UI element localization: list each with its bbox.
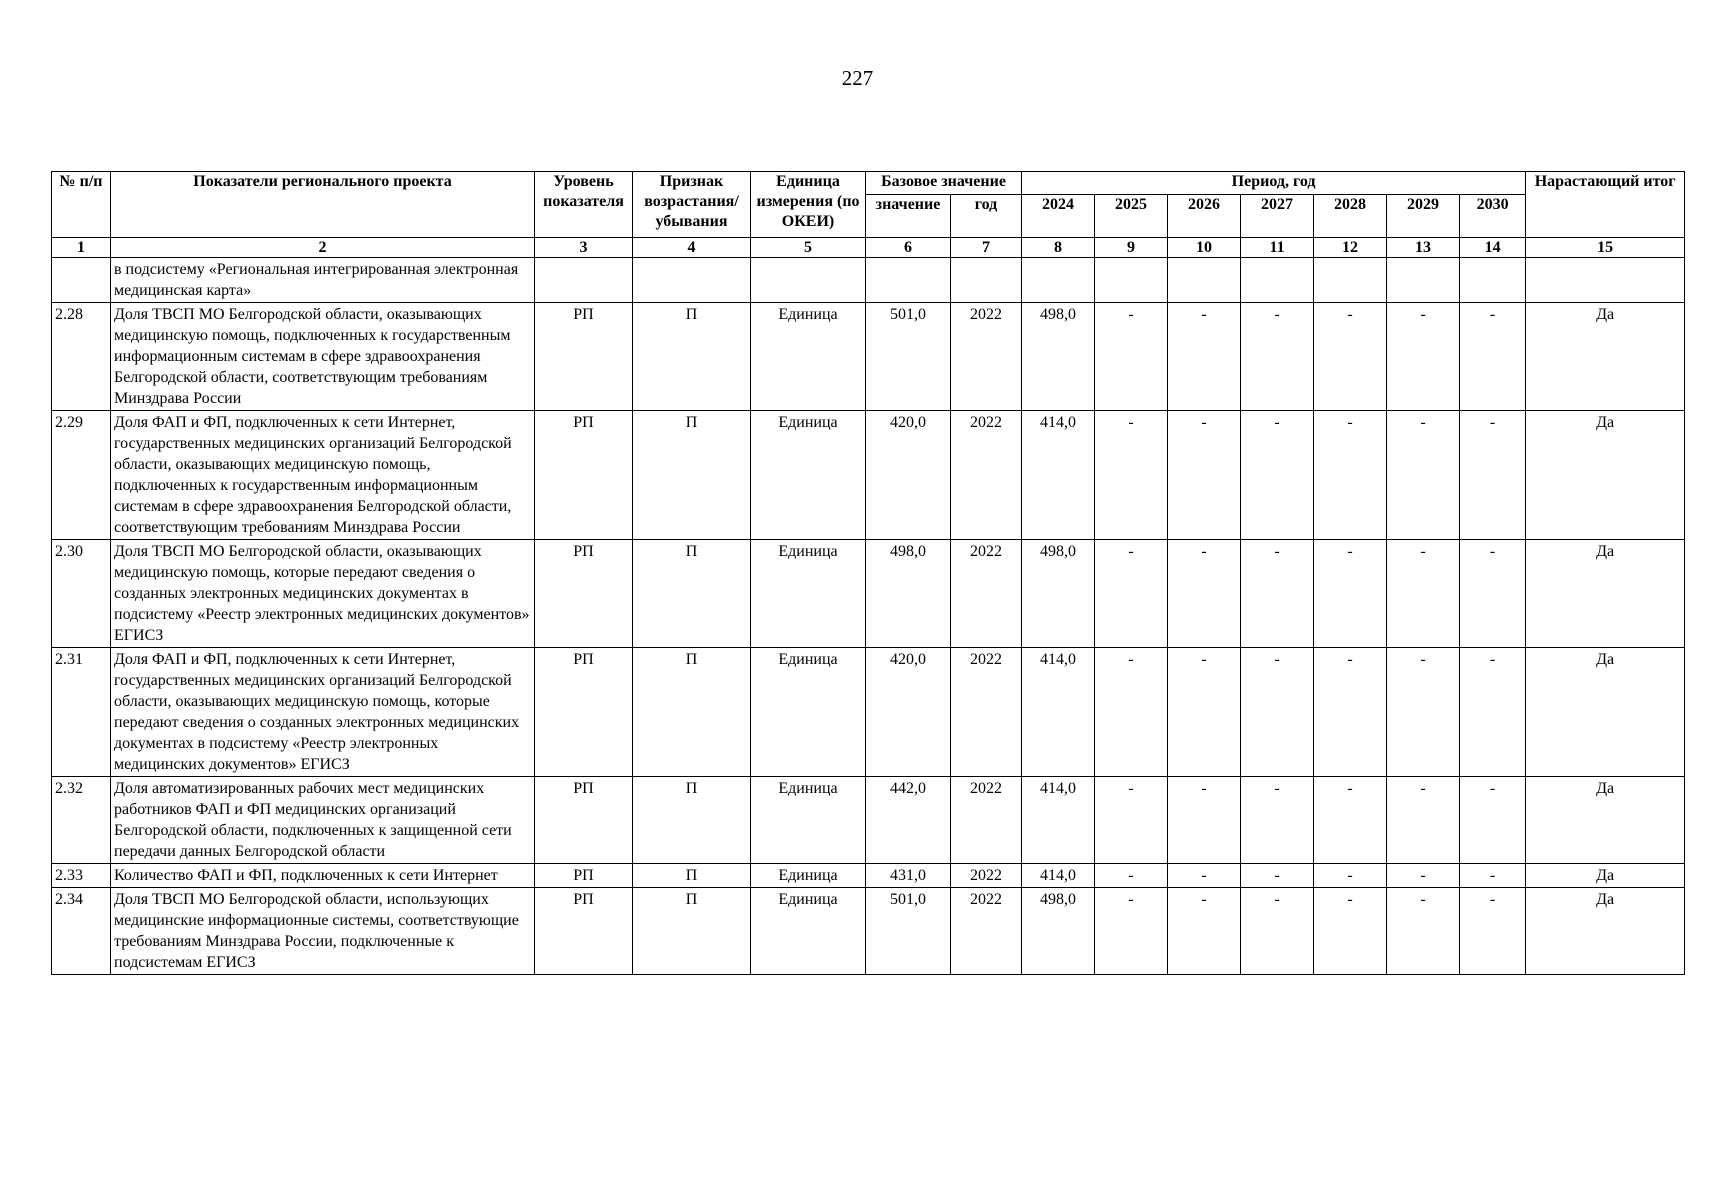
indicator-sign: П bbox=[633, 648, 751, 777]
header-year: 2026 bbox=[1168, 195, 1241, 238]
table-cell bbox=[951, 258, 1022, 303]
base-value: 420,0 bbox=[866, 648, 951, 777]
indicator-level: РП bbox=[535, 648, 633, 777]
base-value: 442,0 bbox=[866, 777, 951, 864]
indicator-level: РП bbox=[535, 411, 633, 540]
header-base-year: год bbox=[951, 195, 1022, 238]
table-cell bbox=[866, 258, 951, 303]
indicator-name: Доля ТВСП МО Белгородской области, оказывающих медицинскую помощь, подключенных к государственным информационным системам в сфере здравоохранения Белгородской области, соответствующим требованиям Минздрава России bbox=[111, 303, 535, 411]
indicator-sign: П bbox=[633, 303, 751, 411]
base-value: 431,0 bbox=[866, 864, 951, 888]
indicator-sign: П bbox=[633, 411, 751, 540]
continuation-row bbox=[52, 258, 1685, 303]
header-indicator: Показатели регионального проекта bbox=[111, 172, 535, 238]
table-row bbox=[52, 888, 1685, 975]
indicator-unit: Единица bbox=[751, 888, 866, 975]
period-value: 414,0 bbox=[1022, 864, 1095, 888]
row-number: 2.33 bbox=[52, 864, 111, 888]
period-value: - bbox=[1241, 411, 1314, 540]
indicator-sign: П bbox=[633, 777, 751, 864]
base-year: 2022 bbox=[951, 411, 1022, 540]
base-year: 2022 bbox=[951, 540, 1022, 648]
period-value: - bbox=[1095, 888, 1168, 975]
table-row bbox=[52, 777, 1685, 864]
header-base: Базовое значение bbox=[866, 172, 1022, 195]
period-value: - bbox=[1168, 540, 1241, 648]
period-value: - bbox=[1241, 648, 1314, 777]
row-number: 2.30 bbox=[52, 540, 111, 648]
period-value: - bbox=[1168, 864, 1241, 888]
column-number: 14 bbox=[1460, 238, 1526, 258]
column-number: 9 bbox=[1095, 238, 1168, 258]
column-number: 5 bbox=[751, 238, 866, 258]
period-value: - bbox=[1387, 411, 1460, 540]
column-numbers-row bbox=[52, 238, 1685, 258]
cumulative-value: Да bbox=[1526, 648, 1685, 777]
header-cumulative: Нарастающий итог bbox=[1526, 172, 1685, 238]
indicator-sign: П bbox=[633, 888, 751, 975]
table-cell bbox=[1387, 258, 1460, 303]
column-number: 6 bbox=[866, 238, 951, 258]
indicator-name: Доля автоматизированных рабочих мест медицинских работников ФАП и ФП медицинских организаций Белгородской области, подключенных к защищенной сети передачи данных Белгородской области bbox=[111, 777, 535, 864]
table-cell bbox=[1095, 258, 1168, 303]
period-value: 414,0 bbox=[1022, 777, 1095, 864]
period-value: - bbox=[1095, 411, 1168, 540]
table-cell bbox=[1314, 258, 1387, 303]
period-value: - bbox=[1460, 411, 1526, 540]
table-cell bbox=[535, 258, 633, 303]
table-cell bbox=[633, 258, 751, 303]
period-value: - bbox=[1095, 777, 1168, 864]
indicators-table bbox=[51, 171, 1685, 975]
base-value: 498,0 bbox=[866, 540, 951, 648]
column-number: 15 bbox=[1526, 238, 1685, 258]
cumulative-value: Да bbox=[1526, 540, 1685, 648]
indicator-level: РП bbox=[535, 777, 633, 864]
indicator-unit: Единица bbox=[751, 777, 866, 864]
period-value: - bbox=[1168, 777, 1241, 864]
header-num: № п/п bbox=[52, 172, 111, 238]
table-row bbox=[52, 540, 1685, 648]
base-year: 2022 bbox=[951, 888, 1022, 975]
period-value: - bbox=[1314, 864, 1387, 888]
period-value: - bbox=[1460, 888, 1526, 975]
period-value: 414,0 bbox=[1022, 648, 1095, 777]
indicator-unit: Единица bbox=[751, 864, 866, 888]
cumulative-value: Да bbox=[1526, 777, 1685, 864]
period-value: 414,0 bbox=[1022, 411, 1095, 540]
table-cell bbox=[1460, 258, 1526, 303]
base-value: 501,0 bbox=[866, 888, 951, 975]
header-year: 2029 bbox=[1387, 195, 1460, 238]
period-value: - bbox=[1387, 648, 1460, 777]
header-period: Период, год bbox=[1022, 172, 1526, 195]
base-value: 501,0 bbox=[866, 303, 951, 411]
indicator-name: Доля ФАП и ФП, подключенных к сети Интернет, государственных медицинских организаций Белгородской области, оказывающих медицинскую помощь, которые передают сведения о созданных электронных медицинских документах в подсистему «Реестр электронных медицинских документов» ЕГИСЗ bbox=[111, 648, 535, 777]
indicator-unit: Единица bbox=[751, 648, 866, 777]
period-value: - bbox=[1095, 648, 1168, 777]
indicator-level: РП bbox=[535, 303, 633, 411]
header-year: 2030 bbox=[1460, 195, 1526, 238]
column-number: 3 bbox=[535, 238, 633, 258]
period-value: - bbox=[1241, 888, 1314, 975]
period-value: - bbox=[1095, 303, 1168, 411]
period-value: - bbox=[1460, 540, 1526, 648]
table-cell bbox=[52, 258, 111, 303]
column-number: 11 bbox=[1241, 238, 1314, 258]
period-value: - bbox=[1460, 777, 1526, 864]
indicator-level: РП bbox=[535, 864, 633, 888]
period-value: 498,0 bbox=[1022, 540, 1095, 648]
table-cell bbox=[751, 258, 866, 303]
base-value: 420,0 bbox=[866, 411, 951, 540]
period-value: - bbox=[1460, 864, 1526, 888]
period-value: - bbox=[1314, 888, 1387, 975]
period-value: - bbox=[1241, 303, 1314, 411]
column-number: 12 bbox=[1314, 238, 1387, 258]
period-value: - bbox=[1387, 864, 1460, 888]
row-number: 2.29 bbox=[52, 411, 111, 540]
header-unit: Единица измерения (по ОКЕИ) bbox=[751, 172, 866, 238]
base-year: 2022 bbox=[951, 303, 1022, 411]
column-number: 2 bbox=[111, 238, 535, 258]
column-number: 10 bbox=[1168, 238, 1241, 258]
period-value: - bbox=[1168, 648, 1241, 777]
cumulative-value: Да bbox=[1526, 303, 1685, 411]
period-value: - bbox=[1095, 540, 1168, 648]
period-value: - bbox=[1168, 411, 1241, 540]
cumulative-value: Да bbox=[1526, 864, 1685, 888]
header-base-value: значение bbox=[866, 195, 951, 238]
header-year: 2025 bbox=[1095, 195, 1168, 238]
period-value: - bbox=[1387, 777, 1460, 864]
indicator-name: Доля ТВСП МО Белгородской области, оказывающих медицинскую помощь, которые передают сведения о созданных электронных медицинских документах в подсистему «Реестр электронных медицинских документов» ЕГИСЗ bbox=[111, 540, 535, 648]
header-year: 2028 bbox=[1314, 195, 1387, 238]
period-value: - bbox=[1314, 303, 1387, 411]
indicator-unit: Единица bbox=[751, 540, 866, 648]
column-number: 8 bbox=[1022, 238, 1095, 258]
indicator-name: Доля ФАП и ФП, подключенных к сети Интернет, государственных медицинских организаций Белгородской области, оказывающих медицинскую помощь, подключенных к государственным информационным системам в сфере здравоохранения Белгородской области, соответствующим требованиям Минздрава России bbox=[111, 411, 535, 540]
indicator-sign: П bbox=[633, 864, 751, 888]
period-value: - bbox=[1387, 540, 1460, 648]
period-value: - bbox=[1387, 888, 1460, 975]
period-value: - bbox=[1241, 777, 1314, 864]
cumulative-value: Да bbox=[1526, 411, 1685, 540]
cumulative-value: Да bbox=[1526, 888, 1685, 975]
table-cell bbox=[1241, 258, 1314, 303]
header-year: 2024 bbox=[1022, 195, 1095, 238]
indicator-level: РП bbox=[535, 888, 633, 975]
table-cell bbox=[1526, 258, 1685, 303]
period-value: - bbox=[1314, 648, 1387, 777]
table-cell bbox=[1168, 258, 1241, 303]
table-cell bbox=[1022, 258, 1095, 303]
header-year: 2027 bbox=[1241, 195, 1314, 238]
period-value: - bbox=[1314, 777, 1387, 864]
table-row bbox=[52, 648, 1685, 777]
continuation-text: в подсистему «Региональная интегрированная электронная медицинская карта» bbox=[111, 258, 535, 303]
indicator-sign: П bbox=[633, 540, 751, 648]
period-value: - bbox=[1241, 540, 1314, 648]
base-year: 2022 bbox=[951, 648, 1022, 777]
row-number: 2.32 bbox=[52, 777, 111, 864]
page-number: 227 bbox=[841, 66, 874, 90]
table-row bbox=[52, 864, 1685, 888]
column-number: 13 bbox=[1387, 238, 1460, 258]
column-number: 7 bbox=[951, 238, 1022, 258]
column-number: 1 bbox=[52, 238, 111, 258]
column-number: 4 bbox=[633, 238, 751, 258]
period-value: - bbox=[1314, 540, 1387, 648]
period-value: - bbox=[1314, 411, 1387, 540]
period-value: - bbox=[1168, 303, 1241, 411]
table-row bbox=[52, 411, 1685, 540]
indicator-name: Количество ФАП и ФП, подключенных к сети Интернет bbox=[111, 864, 535, 888]
indicator-unit: Единица bbox=[751, 411, 866, 540]
header-level: Уровень показателя bbox=[535, 172, 633, 238]
header-sign: Признак возрастания/ убывания bbox=[633, 172, 751, 238]
indicator-unit: Единица bbox=[751, 303, 866, 411]
period-value: - bbox=[1241, 864, 1314, 888]
period-value: 498,0 bbox=[1022, 303, 1095, 411]
table-row bbox=[52, 303, 1685, 411]
row-number: 2.34 bbox=[52, 888, 111, 975]
period-value: - bbox=[1095, 864, 1168, 888]
indicator-name: Доля ТВСП МО Белгородской области, использующих медицинские информационные системы, соответствующие требованиям Минздрава России, подключенные к подсистемам ЕГИСЗ bbox=[111, 888, 535, 975]
base-year: 2022 bbox=[951, 864, 1022, 888]
period-value: 498,0 bbox=[1022, 888, 1095, 975]
indicator-level: РП bbox=[535, 540, 633, 648]
base-year: 2022 bbox=[951, 777, 1022, 864]
period-value: - bbox=[1168, 888, 1241, 975]
period-value: - bbox=[1387, 303, 1460, 411]
period-value: - bbox=[1460, 648, 1526, 777]
row-number: 2.31 bbox=[52, 648, 111, 777]
row-number: 2.28 bbox=[52, 303, 111, 411]
period-value: - bbox=[1460, 303, 1526, 411]
